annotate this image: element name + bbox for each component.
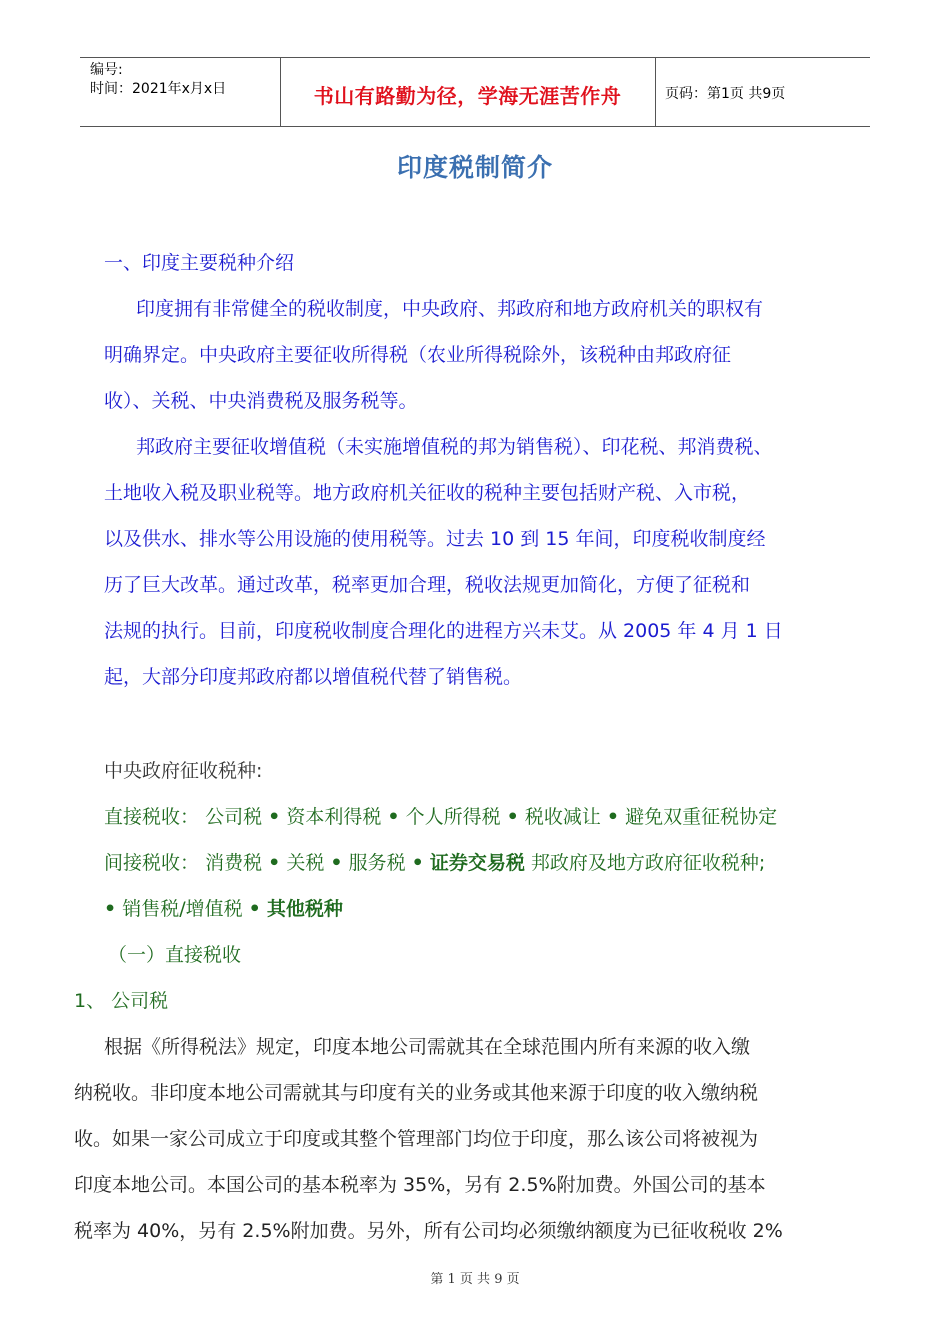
bullet-icon: • — [411, 852, 424, 874]
paragraph-line: 土地收入税及职业税等。地方政府机关征收的税种主要包括财产税、入市税， — [104, 482, 751, 504]
header-divider — [655, 58, 656, 126]
header-page-info: 页码：第1页 共9页 — [665, 86, 786, 102]
bullet-icon: • — [268, 852, 281, 874]
tax-item: 销售税/增值税 — [122, 898, 243, 920]
paragraph-line: 印度本地公司。本国公司的基本税率为 35%，另有 2.5%附加费。外国公司的基本 — [74, 1174, 766, 1196]
item-heading: 1、 公司税 — [74, 990, 169, 1012]
header-motto: 书山有路勤为径，学海无涯苦作舟 — [313, 84, 622, 108]
central-heading: 中央政府征收税种: — [104, 760, 263, 782]
state-tax-text: 邦政府及地方政府征收税种; — [530, 852, 766, 874]
tax-item: 关税 — [286, 852, 325, 874]
sub-heading: （一）直接税收 — [108, 944, 242, 966]
bullet-icon: • — [606, 806, 620, 828]
paragraph-line: 邦政府主要征收增值税（未实施增值税的邦为销售税）、印花税、邦消费税、 — [136, 436, 773, 458]
paragraph-line: 法规的执行。目前，印度税收制度合理化的进程方兴未艾。从 2005 年 4 月 1 日 — [104, 620, 783, 642]
bullet-icon: • — [330, 852, 343, 874]
bullet-icon: • — [248, 898, 261, 920]
direct-tax-line — [104, 802, 777, 829]
document-title: 印度税制简介 — [396, 153, 553, 182]
section-heading: 一、印度主要税种介绍 — [104, 252, 295, 274]
tax-item: 资本利得税 — [286, 806, 382, 828]
tax-item: 服务税 — [348, 852, 406, 874]
bullet-icon: • — [387, 806, 400, 828]
indirect-tax-line — [104, 848, 765, 875]
paragraph-line: 以及供水、排水等公用设施的使用税等。过去 10 到 15 年间，印度税收制度经 — [104, 528, 766, 550]
bullet-icon: • — [268, 806, 281, 828]
paragraph-line: 税率为 40%，另有 2.5%附加费。另外，所有公司均必须缴纳额度为已征收税收 2% — [74, 1220, 783, 1242]
paragraph-line: 明确界定。中央政府主要征收所得税（农业所得税除外，该税种由邦政府征 — [104, 344, 732, 366]
paragraph-line: 收。如果一家公司成立于印度或其整个管理部门均位于印度，那么该公司将被视为 — [74, 1128, 759, 1150]
tax-item: 个人所得税 — [405, 806, 501, 828]
paragraph-line: 根据《所得税法》规定，印度本地公司需就其在全球范围内所有来源的收入缴 — [104, 1036, 751, 1058]
direct-tax-label: 直接税收： — [104, 806, 200, 828]
tax-item: 消费税 — [205, 852, 263, 874]
header-meta — [90, 61, 226, 99]
paragraph-line: 收）、关税、中央消费税及服务税等。 — [104, 390, 418, 412]
page-footer: 第 1 页 共 9 页 — [430, 1272, 520, 1287]
paragraph-line: 历了巨大改革。通过改革，税率更加合理，税收法规更加简化，方便了征税和 — [104, 574, 751, 596]
tax-item-bold: 其他税种 — [266, 898, 343, 920]
tax-item: 公司税 — [205, 806, 263, 828]
tax-item-bold: 证券交易税 — [429, 852, 525, 874]
bullet-icon: • — [506, 806, 519, 828]
document-header — [80, 57, 870, 127]
number-label: 编号: — [90, 62, 123, 78]
paragraph-line: 印度拥有非常健全的税收制度，中央政府、邦政府和地方政府机关的职权有 — [136, 298, 764, 320]
indirect-tax-label: 间接税收： — [104, 852, 200, 874]
time-label: 时间：2021年x月x日 — [90, 81, 227, 97]
tax-item: 避免双重征税协定 — [625, 806, 778, 828]
paragraph-line: 纳税收。非印度本地公司需就其与印度有关的业务或其他来源于印度的收入缴纳税 — [74, 1082, 759, 1104]
paragraph-line: 起，大部分印度邦政府都以增值税代替了销售税。 — [104, 666, 523, 688]
bullet-icon: • — [104, 898, 117, 920]
tax-item: 税收减让 — [524, 806, 601, 828]
state-tax-line — [104, 894, 343, 921]
